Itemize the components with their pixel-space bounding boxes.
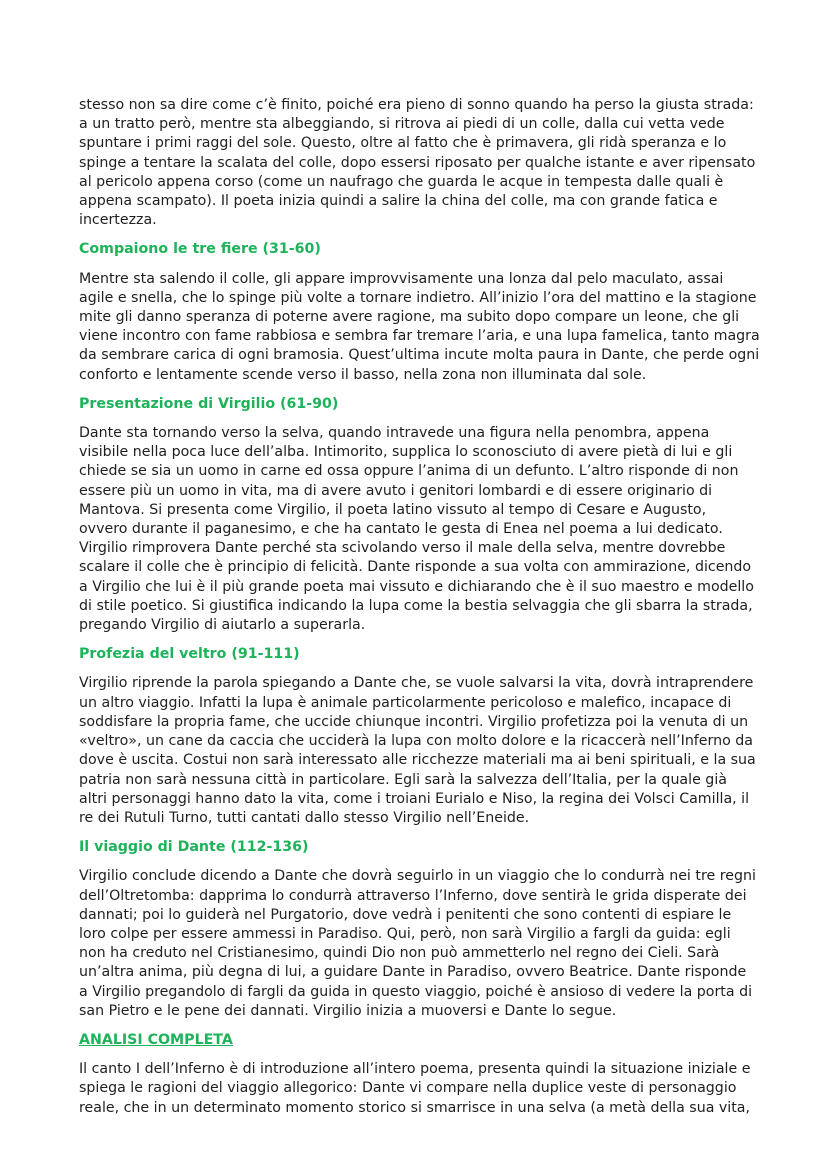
text-line: a Virgilio pregandolo di fargli da guida in questo viaggio, poiché è ansioso di vedere la porta di [79,983,753,1000]
text-line: Il canto I dell’Inferno è di introduzione all’intero poema, presenta quindi la situazione iniziale e [79,1061,751,1078]
text-line: spinge a tentare la scalata del colle, dopo essersi riposato per qualche istante e aver ripensato [79,154,756,171]
text-line: appena scampato). Il poeta inizia quindi a salire la china del colle, ma con grande fatica e [79,193,718,210]
text-line: spuntare i primi raggi del sole. Questo, oltre al fatto che è primavera, gli ridà speranza e lo [79,135,727,152]
text-line: scalare il colle che è principio di felicità. Dante risponde a sua volta con ammirazione, dicendo [79,559,752,576]
text-line: da sembrare carica di ogni bramosia. Quest’ultima incute molta paura in Dante, che perde ogni [79,347,760,364]
text-line: essere più un uomo in vita, ma di avere avuto i genitori lombardi e di essere originario di [79,482,713,499]
text-line: incertezza. [79,212,157,229]
text-line: soddisfare la propria fame, che uccide chiunque incontri. Virgilio profetizza poi la venuta di un [79,713,749,730]
text-line: al pericolo appena corso (come un naufrago che guarda le acque in tempesta dalle quali è [79,173,724,190]
section-paragraph [79,270,760,385]
text-line: dannati; poi lo guiderà nel Purgatorio, dove vedrà i penitenti che sono contenti di espiare le [79,906,732,923]
text-line: Virgilio rimprovera Dante perché sta scivolando verso il male della selva, mentre dovrebbe [79,540,726,557]
text-line: pregando Virgilio di aiutarlo a superarla. [79,617,366,634]
text-line: Virgilio riprende la parola spiegando a Dante che, se vuole salvarsi la vita, dovrà intraprendere [79,675,754,692]
text-line: loro colpe per essere ammessi in Paradiso. Qui, però, non sarà Virgilio a fargli da guida: egli [79,925,731,942]
text-line: dell’Oltretomba: dapprima lo condurrà attraverso l’Inferno, dove sentirà le grida disperate dei [79,887,747,904]
text-line: conforto e lentamente scende verso il basso, nella zona non illuminata dal sole. [79,366,647,383]
section-paragraph [79,424,754,635]
section-paragraph [79,674,756,828]
text-line: mite gli danno speranza di poterne avere ragione, ma subito dopo compare un leone, che gli [79,309,740,326]
section-heading: Compaiono le tre fiere (31-60) [79,241,321,258]
text-line: a Virgilio che lui è il più grande poeta mai vissuto e dichiarando che è il suo maestro e modello [79,578,754,595]
text-line: agile e snella, che lo spinge più volte a tornare indietro. All’inizio l’ora del mattino e la stagione [79,289,757,306]
text-line: reale, che in un determinato momento storico si smarrisce in una selva (a metà della sua vita, [79,1099,751,1116]
text-line: spiega le ragioni del viaggio allegorico: Dante vi compare nella duplice veste di personaggio [79,1080,737,1097]
text-line: «veltro», un cane da caccia che ucciderà la lupa con molto dolore e la ricaccerà nell’Inferno da [79,733,753,750]
section-paragraph [79,867,756,1021]
text-line: non ha creduto nel Cristianesimo, quindi Dio non può ammetterlo nel regno dei Cieli. Sarà [79,945,720,962]
text-line: patria non sarà nessuna città in particolare. Egli sarà la salvezza dell’Italia, per la quale già [79,771,727,788]
text-line: di stile poetico. Si giustifica indicando la lupa come la bestia selvaggia che gli sbarra la strada, [79,597,753,614]
section-heading: Il viaggio di Dante (112-136) [79,839,309,856]
text-line: un’altra anima, più degna di lui, a guidare Dante in Paradiso, ovvero Beatrice. Dante risponde [79,964,747,981]
text-line: Virgilio conclude dicendo a Dante che dovrà seguirlo in un viaggio che lo condurrà nei tre regni [79,868,756,885]
text-line: visibile nella poca luce dell’alba. Intimorito, supplica lo sconosciuto di avere pietà di lui e gli [79,444,733,461]
text-line: stesso non sa dire come c’è finito, poiché era pieno di sonno quando ha perso la giusta strada: [79,97,754,113]
intro-paragraph [79,96,756,230]
text-line: altri personaggi hanno dato la vita, come i troiani Eurialo e Niso, la regina dei Volsci Camilla, il [79,790,750,807]
text-line: ovvero durante il paganesimo, e che ha cantato le gesta di Enea nel poema a lui dedicato. [79,521,723,538]
text-line: Dante sta tornando verso la selva, quando intravede una figura nella penombra, appena [79,425,710,442]
text-line: Mantova. Si presenta come Virgilio, il poeta latino vissuto al tempo di Cesare e Augusto, [79,501,707,518]
document-page [79,96,760,1118]
section-paragraph [79,1060,751,1118]
text-line: re dei Rutuli Turno, tutti cantati dallo stesso Virgilio nell’Eneide. [79,809,530,826]
text-line: a un tratto però, mentre sta albeggiando, si ritrova ai piedi di un colle, dalla cui vetta vede [79,116,725,133]
text-line: Mentre sta salendo il colle, gli appare improvvisamente una lonza dal pelo maculato, assai [79,270,724,287]
text-line: dove è uscita. Costui non sarà interessato alle ricchezze materiali ma ai beni spirituali, e la sua [79,752,756,769]
text-line: chiede se sia un uomo in carne ed ossa oppure l’anima di un defunto. L’altro risponde di non [79,463,739,480]
text-line: viene incontro con fame rabbiosa e sembra far tremare l’aria, e una lupa famelica, tanto magra [79,328,760,345]
text-line: un altro viaggio. Infatti la lupa è animale particolarmente pericoloso e malefico, incapace di [79,694,732,711]
text-line: san Pietro e le pene dei dannati. Virgilio inizia a muoversi e Dante lo segue. [79,1002,617,1019]
analysis-heading-link[interactable]: ANALISI COMPLETA [79,1031,233,1048]
section-heading: Presentazione di Virgilio (61-90) [79,395,339,412]
section-heading: Profezia del veltro (91-111) [79,646,300,663]
